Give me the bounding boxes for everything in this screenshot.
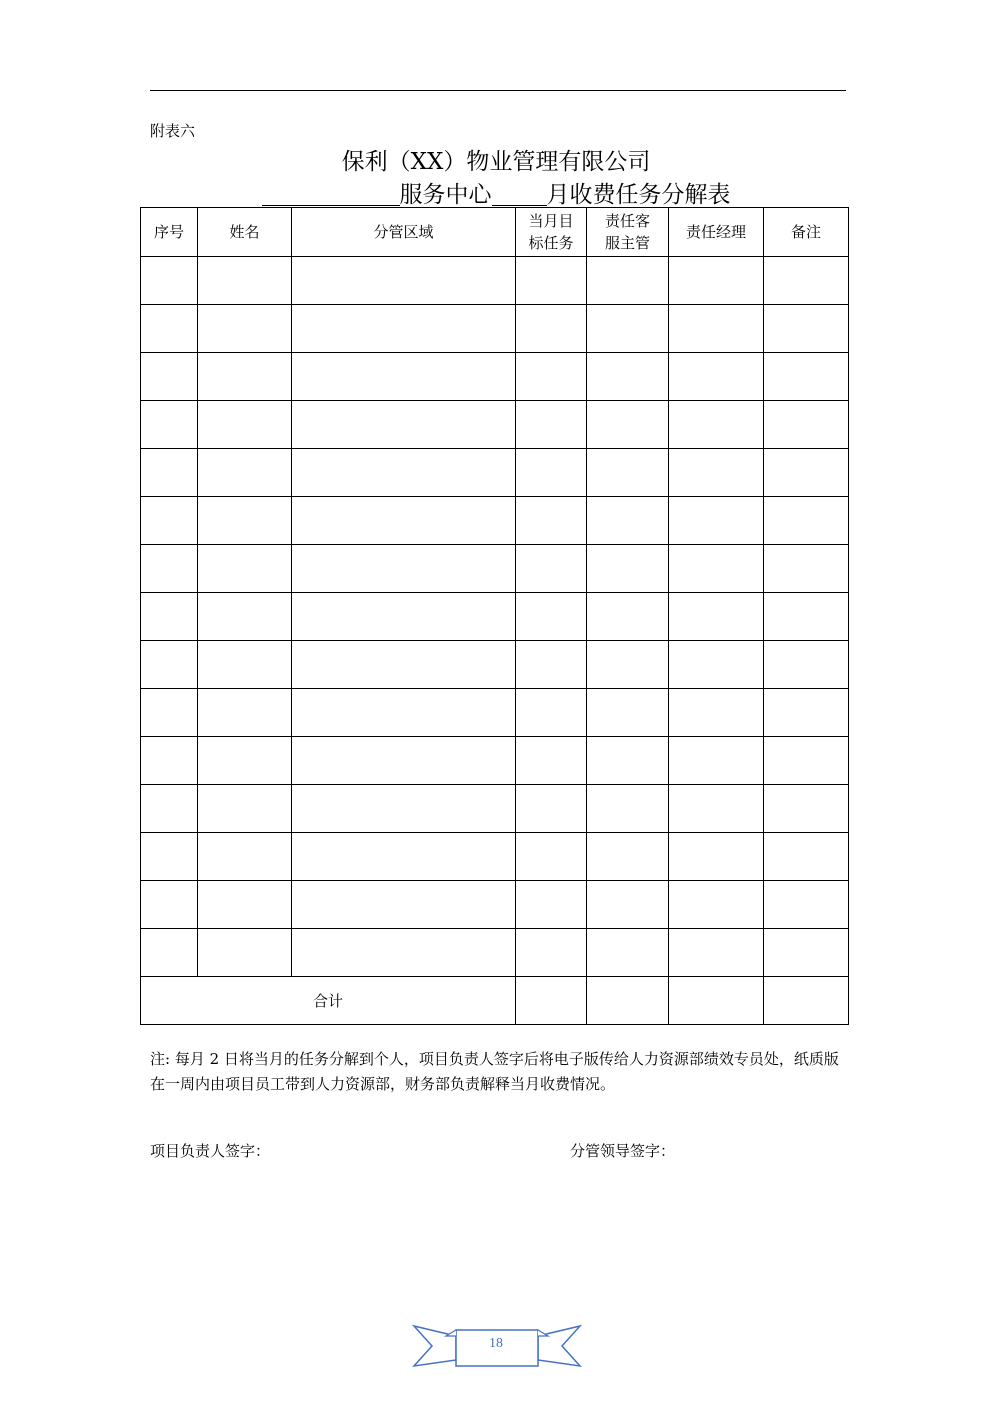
table-row — [141, 497, 849, 545]
table-cell — [516, 449, 587, 497]
table-row — [141, 881, 849, 929]
header-rule — [150, 90, 846, 91]
table-cell — [141, 737, 198, 785]
table-cell — [764, 689, 849, 737]
table-cell — [669, 401, 764, 449]
header-remark: 备注 — [764, 208, 849, 257]
table-cell — [516, 641, 587, 689]
header-target-l2: 标任务 — [528, 234, 574, 252]
subtitle-part-a: 服务中心 — [399, 182, 492, 208]
table-cell — [292, 353, 516, 401]
table-cell — [198, 305, 292, 353]
table-cell — [292, 641, 516, 689]
total-cell — [764, 977, 849, 1025]
table-row — [141, 449, 849, 497]
header-target — [516, 208, 587, 257]
table-row — [141, 689, 849, 737]
table-cell — [764, 353, 849, 401]
table-cell — [516, 737, 587, 785]
table-cell — [516, 593, 587, 641]
header-seq: 序号 — [141, 208, 198, 257]
table-cell — [764, 737, 849, 785]
page-number: 18 — [489, 1336, 503, 1351]
total-cell — [669, 977, 764, 1025]
table-cell — [669, 785, 764, 833]
header-area: 分管区域 — [292, 208, 516, 257]
header-name: 姓名 — [198, 208, 292, 257]
table-cell — [764, 449, 849, 497]
table-cell — [141, 257, 198, 305]
header-supervisor — [587, 208, 669, 257]
table-cell — [141, 641, 198, 689]
table-row — [141, 305, 849, 353]
total-label: 合计 — [141, 977, 516, 1025]
table-cell — [669, 449, 764, 497]
table-cell — [764, 641, 849, 689]
table-cell — [292, 449, 516, 497]
table-row — [141, 641, 849, 689]
table-cell — [516, 353, 587, 401]
table-cell — [669, 497, 764, 545]
table-cell — [587, 785, 669, 833]
table-cell — [587, 545, 669, 593]
table-cell — [587, 449, 669, 497]
table-cell — [587, 689, 669, 737]
table-cell — [669, 257, 764, 305]
table-cell — [516, 689, 587, 737]
total-row — [141, 977, 849, 1025]
table-cell — [587, 929, 669, 977]
table-cell — [292, 737, 516, 785]
table-cell — [669, 833, 764, 881]
table-cell — [141, 353, 198, 401]
table-cell — [764, 545, 849, 593]
table-cell — [141, 305, 198, 353]
table-cell — [292, 785, 516, 833]
table-cell — [141, 449, 198, 497]
table-cell — [764, 785, 849, 833]
table-cell — [141, 689, 198, 737]
table-cell — [292, 689, 516, 737]
table-header-row — [141, 208, 849, 257]
table-cell — [198, 545, 292, 593]
task-breakdown-table — [140, 207, 849, 1025]
table-cell — [669, 929, 764, 977]
table-cell — [587, 833, 669, 881]
table-row — [141, 593, 849, 641]
table-cell — [669, 353, 764, 401]
table-cell — [141, 929, 198, 977]
table-cell — [669, 641, 764, 689]
table-row — [141, 257, 849, 305]
table-cell — [764, 401, 849, 449]
table-cell — [141, 497, 198, 545]
table-cell — [764, 881, 849, 929]
subtitle-part-b: 月收费任务分解表 — [546, 182, 731, 208]
table-cell — [198, 353, 292, 401]
footnote: 注: 每月 2 日将当月的任务分解到个人，项目负责人签字后将电子版传给人力资源部绩效专员处，纸质版在一周内由项目员工带到人力资源部，财务部负责解释当月收费情况。 — [150, 1050, 839, 1093]
table-cell — [198, 449, 292, 497]
table-cell — [587, 305, 669, 353]
table-cell — [587, 641, 669, 689]
table-cell — [292, 305, 516, 353]
table-cell — [587, 497, 669, 545]
document-title: 保利（XX）物业管理有限公司 — [341, 149, 651, 175]
table-cell — [764, 497, 849, 545]
table-cell — [198, 257, 292, 305]
table-cell — [292, 593, 516, 641]
table-cell — [141, 833, 198, 881]
table-cell — [764, 833, 849, 881]
table-cell — [198, 785, 292, 833]
table-cell — [764, 593, 849, 641]
table-cell — [141, 545, 198, 593]
table-cell — [292, 257, 516, 305]
table-row — [141, 929, 849, 977]
project-lead-signature-label: 项目负责人签字： — [150, 1142, 271, 1160]
table-cell — [141, 785, 198, 833]
table-cell — [764, 305, 849, 353]
table-cell — [198, 689, 292, 737]
table-row — [141, 833, 849, 881]
table-cell — [198, 833, 292, 881]
table-cell — [587, 257, 669, 305]
table-cell — [669, 689, 764, 737]
table-row — [141, 401, 849, 449]
header-supervisor-l2: 服主管 — [604, 234, 650, 252]
table-cell — [292, 401, 516, 449]
table-cell — [516, 497, 587, 545]
table-cell — [516, 545, 587, 593]
table-row — [141, 737, 849, 785]
header-supervisor-l1: 责任客 — [604, 212, 650, 230]
table-cell — [587, 881, 669, 929]
document-subtitle — [0, 176, 992, 209]
table-cell — [198, 641, 292, 689]
table-cell — [516, 881, 587, 929]
supervisor-signature-label: 分管领导签字： — [570, 1142, 676, 1160]
table-cell — [587, 353, 669, 401]
table-row — [141, 545, 849, 593]
table-cell — [669, 593, 764, 641]
table-cell — [292, 497, 516, 545]
table-cell — [141, 401, 198, 449]
table-cell — [198, 401, 292, 449]
table-cell — [292, 545, 516, 593]
table-cell — [198, 929, 292, 977]
table-cell — [516, 785, 587, 833]
table-cell — [669, 545, 764, 593]
appendix-label: 附表六 — [150, 122, 196, 140]
table-cell — [292, 881, 516, 929]
table-cell — [292, 833, 516, 881]
table-cell — [198, 593, 292, 641]
table-cell — [669, 881, 764, 929]
blank-month — [492, 185, 547, 206]
table-cell — [516, 305, 587, 353]
blank-service-center — [262, 185, 400, 206]
table-cell — [764, 929, 849, 977]
table-cell — [198, 737, 292, 785]
table-cell — [516, 401, 587, 449]
header-target-l1: 当月目 — [528, 212, 574, 230]
header-manager: 责任经理 — [669, 208, 764, 257]
table-cell — [669, 737, 764, 785]
table-cell — [669, 305, 764, 353]
table-cell — [292, 929, 516, 977]
table-cell — [516, 833, 587, 881]
table-cell — [587, 401, 669, 449]
table-cell — [198, 881, 292, 929]
table-cell — [587, 593, 669, 641]
table-row — [141, 353, 849, 401]
total-cell — [516, 977, 587, 1025]
table-cell — [516, 257, 587, 305]
table-cell — [587, 737, 669, 785]
table-cell — [141, 593, 198, 641]
table-cell — [764, 257, 849, 305]
table-cell — [141, 881, 198, 929]
total-cell — [587, 977, 669, 1025]
table-cell — [516, 929, 587, 977]
table-row — [141, 785, 849, 833]
table-cell — [198, 497, 292, 545]
